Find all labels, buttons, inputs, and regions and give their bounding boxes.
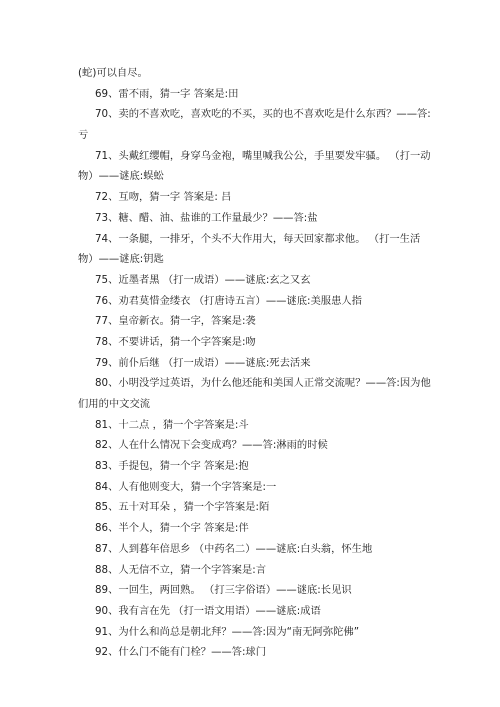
riddle-line: 72、互吻，猜一字 答案是: 吕 <box>95 191 232 204</box>
riddle-line: 74、一条腿，一排牙，个头不大作用大，每天回家都求他。 （打一生活 <box>95 232 421 245</box>
riddle-line: 83、手提包，猜一个字 答案是:抱 <box>95 460 249 473</box>
riddle-line: 71、头戴红缨帽，身穿乌金袍，嘴里喊我公公，手里要发牢骚。 （打一动 <box>95 149 431 162</box>
riddle-line: 88、人无信不立，猜一个字答案是:言 <box>95 563 267 576</box>
riddle-line: 80、小明没学过英语，为什么他还能和美国人正常交流呢？——答:因为他 <box>95 377 431 390</box>
riddle-line: 73、糖、醋、油、盐谁的工作量最少？——答:盐 <box>95 211 318 224</box>
riddle-line: 86、半个人，猜一个字 答案是:伴 <box>95 522 249 535</box>
text-line: 物）——谜底:钥匙 <box>78 253 164 266</box>
riddle-line: 75、近墨者黑 （打一成语）——谜底:玄之又玄 <box>95 273 311 286</box>
riddle-line: 90、我有言在先 （打一语文用语）——谜底:成语 <box>95 604 321 617</box>
text-line: (蛇)可以自尽。 <box>78 67 148 79</box>
text-line: 亏 <box>78 129 89 142</box>
text-line: 物）——谜底:蜈蚣 <box>78 170 164 183</box>
riddle-line: 70、卖的不喜欢吃，喜欢吃的不买，买的也不喜欢吃是什么东西？——答: <box>95 108 431 121</box>
riddle-line: 76、劝君莫惜金缕衣 （打唐诗五言）——谜底:美服患人指 <box>95 294 362 307</box>
riddle-line: 85、五十对耳朵 ，猜一个字答案是:陌 <box>95 501 270 514</box>
riddle-line: 92、什么门不能有门栓？——答:球门 <box>95 646 267 659</box>
riddle-line: 89、一回生，两回熟。 （打三字俗语）——谜底:长见识 <box>95 584 352 597</box>
riddle-line: 87、人到暮年倍思乡 （中药名二）——谜底:白头翁，怀生地 <box>95 542 373 555</box>
riddle-line: 79、前仆后继 （打一成语）——谜底:死去活来 <box>95 356 311 369</box>
riddle-line: 82、人在什么情况下会变成鸡？——答:淋雨的时候 <box>95 439 328 452</box>
riddle-line: 91、为什么和尚总是朝北拜？——答:因为“南无阿弥陀佛” <box>95 625 360 638</box>
riddle-line: 69、雷不雨，猜一字 答案是:田 <box>95 87 239 100</box>
riddle-line: 84、人有他则变大，猜一个字答案是:一 <box>95 480 277 493</box>
riddle-line: 78、不要讲话，猜一个字答案是:吻 <box>95 335 256 348</box>
text-line: 们用的中文交流 <box>78 398 151 410</box>
riddle-line: 81、十二点 ，猜一个字答案是:斗 <box>95 418 249 431</box>
riddle-line: 77、皇帝新衣。猜一字，答案是:袭 <box>95 315 256 328</box>
